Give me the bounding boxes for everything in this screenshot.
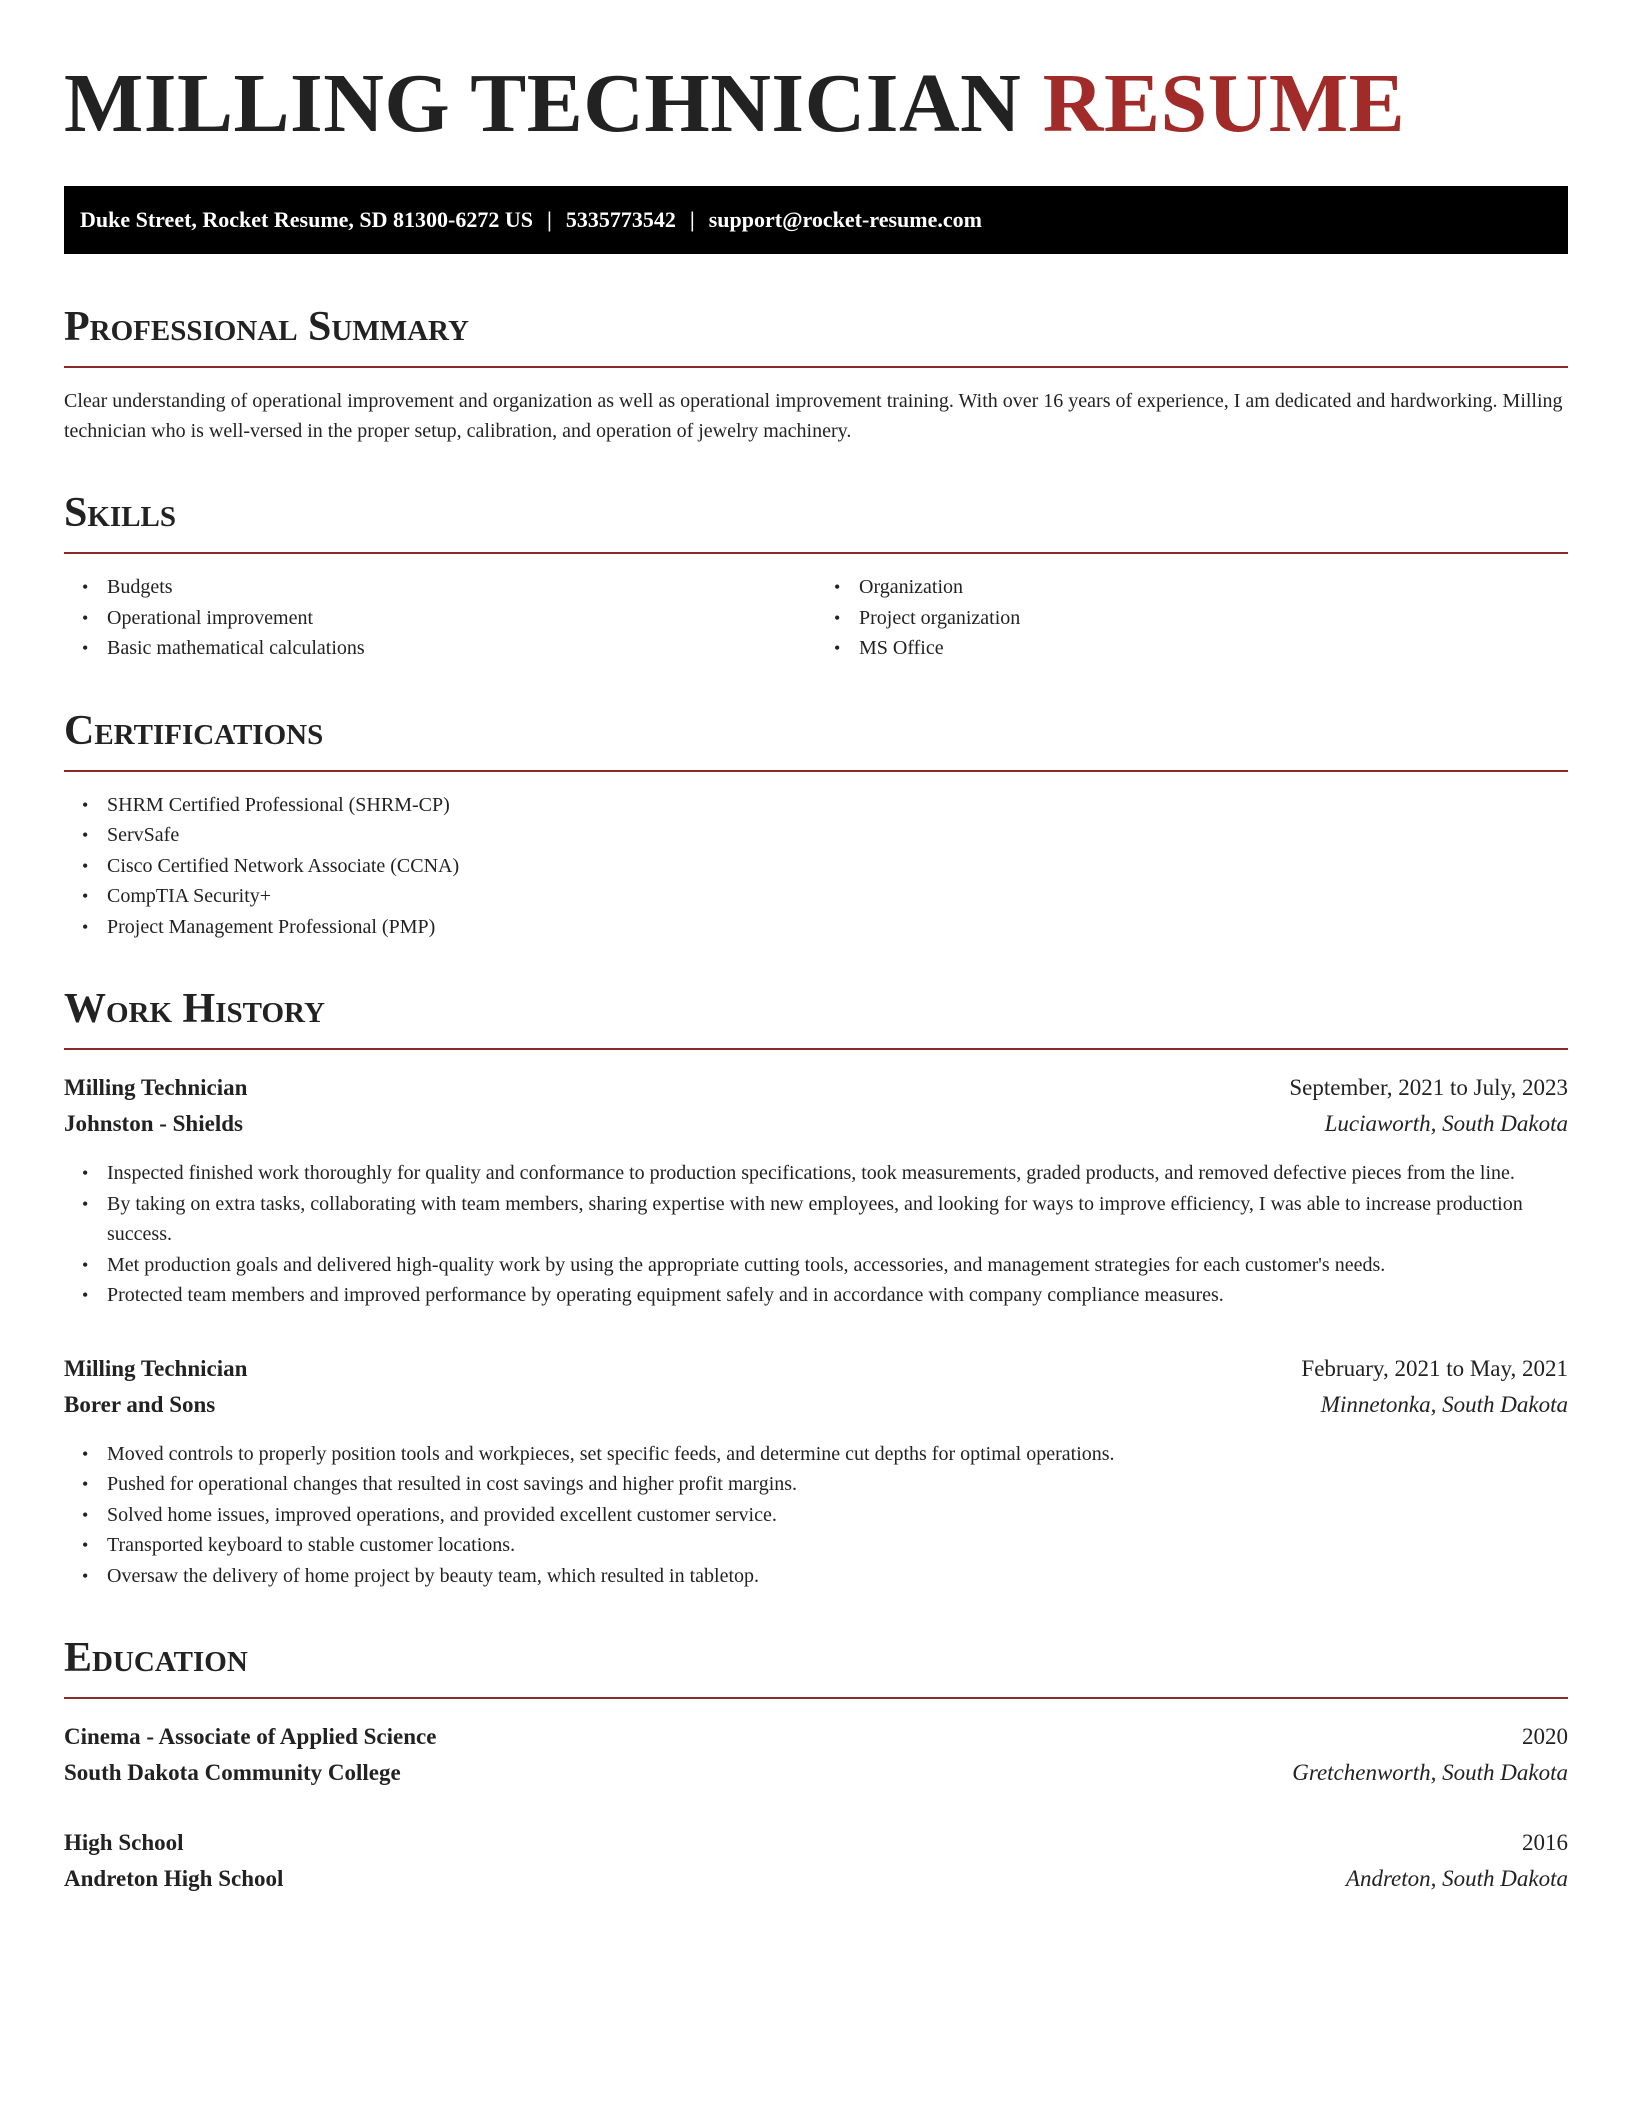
summary-text: Clear understanding of operational improvement and organization as well as operational improvement training. With over 16 years of experience, I am dedicated and hardworking. Milling technician who is well-versed in the proper setup, calibration, and operation of jewelry machinery. xyxy=(64,390,1563,442)
job-dates: September, 2021 to July, 2023 xyxy=(1289,1075,1568,1100)
certification-item: • ServSafe xyxy=(107,820,1568,851)
contact-address: Duke Street, Rocket Resume, SD 81300-6272 US xyxy=(80,207,533,232)
skill-item: • Operational improvement xyxy=(107,603,816,634)
certification-item: • SHRM Certified Professional (SHRM-CP) xyxy=(107,790,1568,821)
section-divider xyxy=(64,1048,1568,1050)
education-degree: High School xyxy=(64,1830,184,1855)
section-divider xyxy=(64,770,1568,772)
education-school-row xyxy=(64,1861,1568,1897)
education-year: 2016 xyxy=(1522,1830,1568,1855)
job-company: Johnston - Shields xyxy=(64,1111,243,1136)
certification-item: • Cisco Certified Network Associate (CCNA) xyxy=(107,851,1568,882)
certification-item: • CompTIA Security+ xyxy=(107,881,1568,912)
education-degree-row xyxy=(64,1825,1568,1861)
education-degree-row xyxy=(64,1719,1568,1755)
job-header-row xyxy=(64,1070,1568,1106)
title-main: MILLING TECHNICIAN xyxy=(64,57,1022,150)
job-duties-list xyxy=(64,1439,1568,1592)
job-entry xyxy=(64,1070,1568,1311)
job-duty-item: • Pushed for operational changes that resulted in cost savings and higher profit margins. xyxy=(107,1469,1568,1500)
education-location: Andreton, South Dakota xyxy=(1345,1866,1568,1891)
job-company: Borer and Sons xyxy=(64,1391,216,1417)
education-section xyxy=(64,1631,1568,1897)
job-duties-list xyxy=(64,1158,1568,1311)
job-company-row xyxy=(64,1387,1568,1423)
job-company-row xyxy=(64,1106,1568,1142)
work-history-section xyxy=(64,982,1568,1591)
skills-grid xyxy=(64,554,1568,664)
section-title-skills: Skills xyxy=(64,490,177,536)
job-entry xyxy=(64,1351,1568,1592)
skills-list-left xyxy=(64,572,816,664)
education-school-row xyxy=(64,1755,1568,1791)
section-title-certifications: Certifications xyxy=(64,707,324,754)
job-duty-item: • Solved home issues, improved operations, and provided excellent customer service. xyxy=(107,1500,1568,1531)
skill-item: • Budgets xyxy=(107,572,816,603)
summary-section xyxy=(64,300,1568,446)
job-position: Milling Technician xyxy=(64,1075,248,1100)
job-duty-item: • Moved controls to properly position tools and workpieces, set specific feeds, and determine cut depths for optimal operations. xyxy=(107,1439,1568,1470)
education-year: 2020 xyxy=(1522,1724,1568,1749)
contact-separator: | xyxy=(689,207,695,232)
resume-title xyxy=(64,56,1568,152)
education-entry xyxy=(64,1719,1568,1791)
job-dates: February, 2021 to May, 2021 xyxy=(1301,1355,1568,1381)
contact-email: support@rocket-resume.com xyxy=(708,207,982,232)
education-degree: Cinema - Associate of Applied Science xyxy=(64,1724,437,1749)
job-location: Minnetonka, South Dakota xyxy=(1320,1391,1568,1417)
education-entry xyxy=(64,1825,1568,1897)
job-duty-item: • By taking on extra tasks, collaborating with team members, sharing expertise with new employees, and looking for ways to improve efficiency, I was able to increase production success. xyxy=(107,1189,1568,1250)
job-duty-item: • Transported keyboard to stable customer locations. xyxy=(107,1530,1568,1561)
section-divider xyxy=(64,1697,1568,1699)
skill-item: • Project organization xyxy=(859,603,1568,634)
job-location: Luciaworth, South Dakota xyxy=(1324,1111,1568,1136)
job-duty-item: • Protected team members and improved performance by operating equipment safely and in accordance with company compliance measures. xyxy=(107,1280,1568,1311)
skill-item: • MS Office xyxy=(859,633,1568,664)
section-title-education: Education xyxy=(64,1635,248,1681)
contact-bar xyxy=(64,186,1568,254)
education-location: Gretchenworth, South Dakota xyxy=(1292,1760,1568,1785)
certifications-section xyxy=(64,704,1568,943)
section-title-work-history: Work History xyxy=(64,986,325,1032)
skills-section xyxy=(64,486,1568,664)
title-accent: RESUME xyxy=(1042,57,1406,150)
education-school: South Dakota Community College xyxy=(64,1760,401,1785)
skill-item: • Basic mathematical calculations xyxy=(107,633,816,664)
certifications-list xyxy=(64,790,1568,943)
job-duty-item: • Inspected finished work thoroughly for quality and conformance to production specifications, took measurements, graded products, and removed defective pieces from the line. xyxy=(107,1158,1568,1189)
job-header-row xyxy=(64,1351,1568,1387)
section-title-summary: Professional Summary xyxy=(64,304,469,350)
job-duty-item: • Met production goals and delivered high-quality work by using the appropriate cutting tools, accessories, and management strategies for each customer's needs. xyxy=(107,1250,1568,1281)
skill-item: • Organization xyxy=(859,572,1568,603)
job-duty-item: • Oversaw the delivery of home project by beauty team, which resulted in tabletop. xyxy=(107,1561,1568,1592)
job-position: Milling Technician xyxy=(64,1355,248,1381)
education-school: Andreton High School xyxy=(64,1866,284,1891)
skills-list-right xyxy=(816,572,1568,664)
section-divider xyxy=(64,366,1568,368)
contact-phone: 5335773542 xyxy=(565,207,676,232)
certification-item: • Project Management Professional (PMP) xyxy=(107,912,1568,943)
contact-separator: | xyxy=(547,207,552,232)
